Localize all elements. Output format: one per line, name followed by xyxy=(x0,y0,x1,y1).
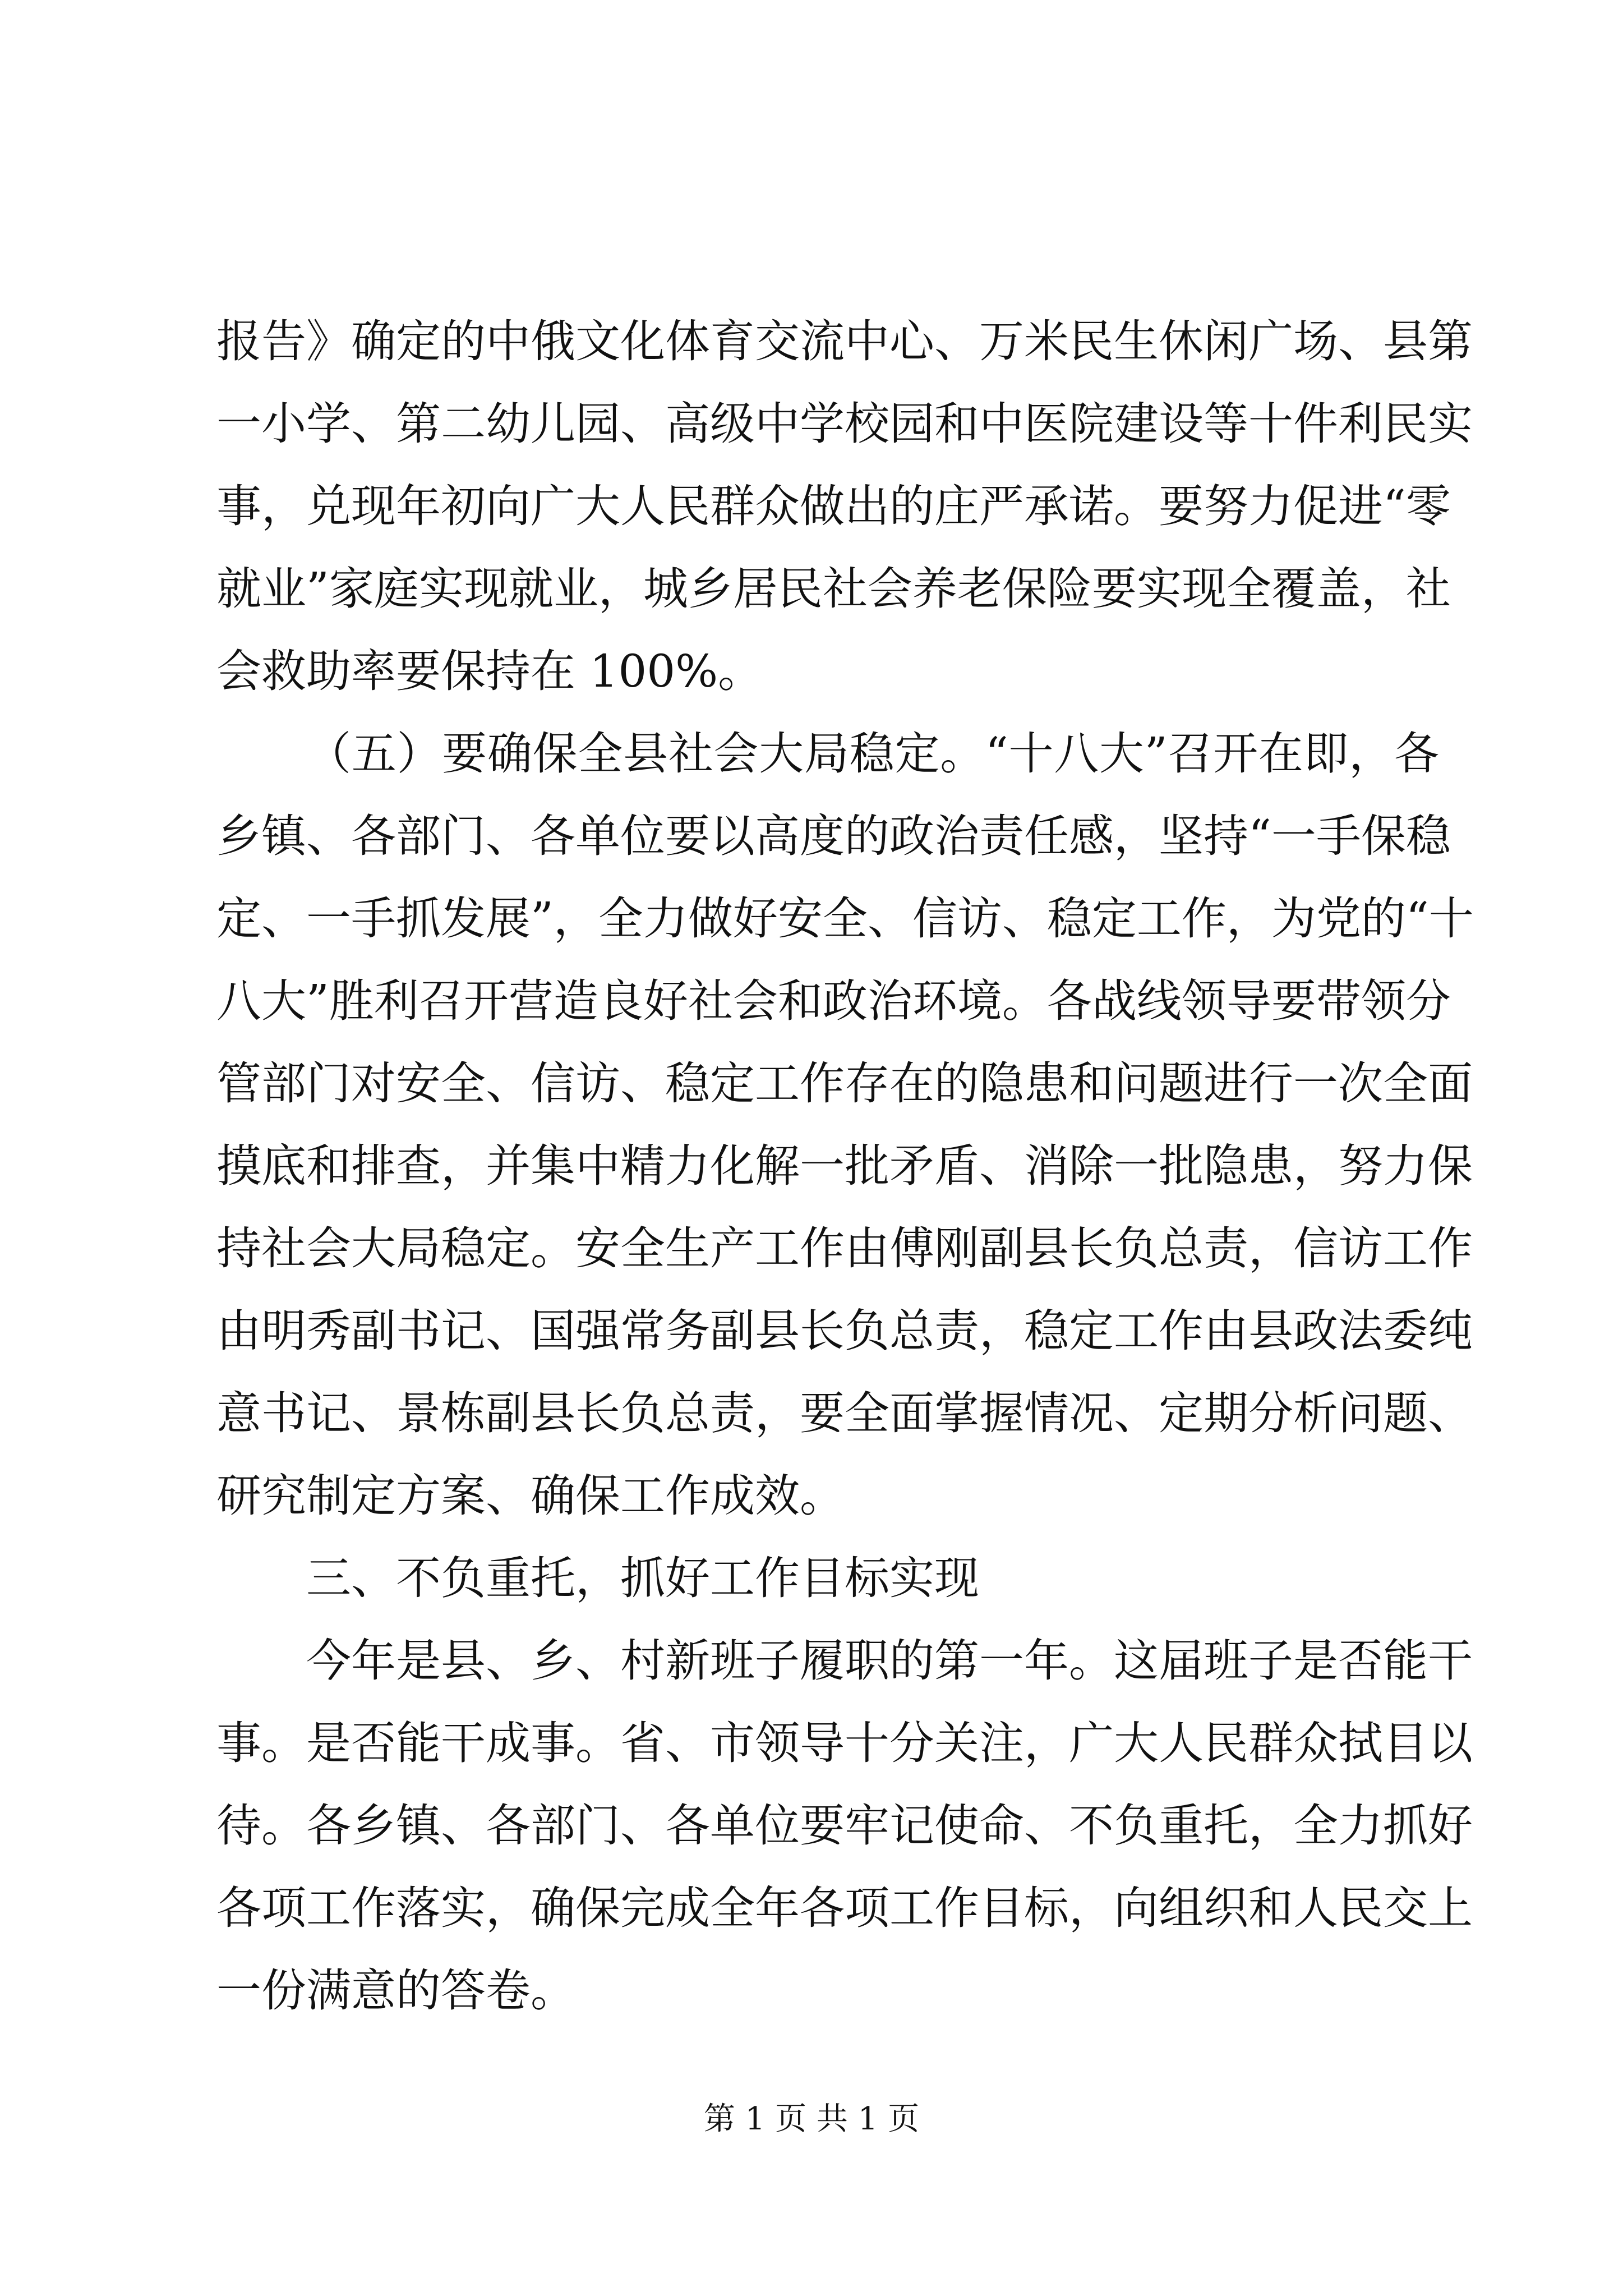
text-line: 事。是否能干成事。省、市领导十分关注，广大人民群众拭目以 xyxy=(216,1717,1473,1769)
text-line: 定、一手抓发展”，全力做好安全、信访、稳定工作，为党的“十 xyxy=(216,892,1474,945)
text-line: 事，兑现年初向广大人民群众做出的庄严承诺。要努力促进“零 xyxy=(216,480,1451,532)
text-line: 管部门对安全、信访、稳定工作存在的隐患和问题进行一次全面 xyxy=(216,1057,1473,1110)
text-line: 摸底和排查，并集中精力化解一批矛盾、消除一批隐患，努力保 xyxy=(216,1140,1473,1192)
text-line: 持社会大局稳定。安全生产工作由傅刚副县长负总责，信访工作 xyxy=(216,1222,1473,1274)
paragraph-first-line: 今年是县、乡、村新班子履职的第一年。这届班子是否能干 xyxy=(306,1635,1473,1687)
paragraph-first-line: （五）要确保全县社会大局稳定。“十八大”召开在即，各 xyxy=(306,728,1439,780)
text-line: 各项工作落实，确保完成全年各项工作目标，向组织和人民交上 xyxy=(216,1882,1473,1934)
text-line: 研究制定方案、确保工作成效。 xyxy=(216,1470,845,1522)
text-line: 八大”胜利召开营造良好社会和政治环境。各战线领导要带领分 xyxy=(216,975,1451,1027)
text-line: 由明秀副书记、国强常务副县长负总责，稳定工作由县政法委纯 xyxy=(216,1305,1473,1357)
text-line: 一份满意的答卷。 xyxy=(216,1964,575,2017)
text-line: 就业”家庭实现就业，城乡居民社会养老保险要实现全覆盖，社 xyxy=(216,563,1451,615)
text-line: 一小学、第二幼儿园、高级中学校园和中医院建设等十件利民实 xyxy=(216,398,1473,450)
text-line: 会救助率要保持在 100%。 xyxy=(216,645,763,697)
text-line: 待。各乡镇、各部门、各单位要牢记使命、不负重托，全力抓好 xyxy=(216,1800,1473,1852)
document-body xyxy=(216,300,1474,2032)
page-footer: 第 1 页 共 1 页 xyxy=(703,2101,920,2137)
text-line: 意书记、景栋副县长负总责，要全面掌握情况、定期分析问题、 xyxy=(216,1387,1473,1439)
text-line: 报告》确定的中俄文化体育交流中心、万米民生休闲广场、县第 xyxy=(216,315,1473,367)
text-line: 乡镇、各部门、各单位要以高度的政治责任感，坚持“一手保稳 xyxy=(216,810,1451,862)
section-heading: 三、不负重托，抓好工作目标实现 xyxy=(306,1552,979,1604)
